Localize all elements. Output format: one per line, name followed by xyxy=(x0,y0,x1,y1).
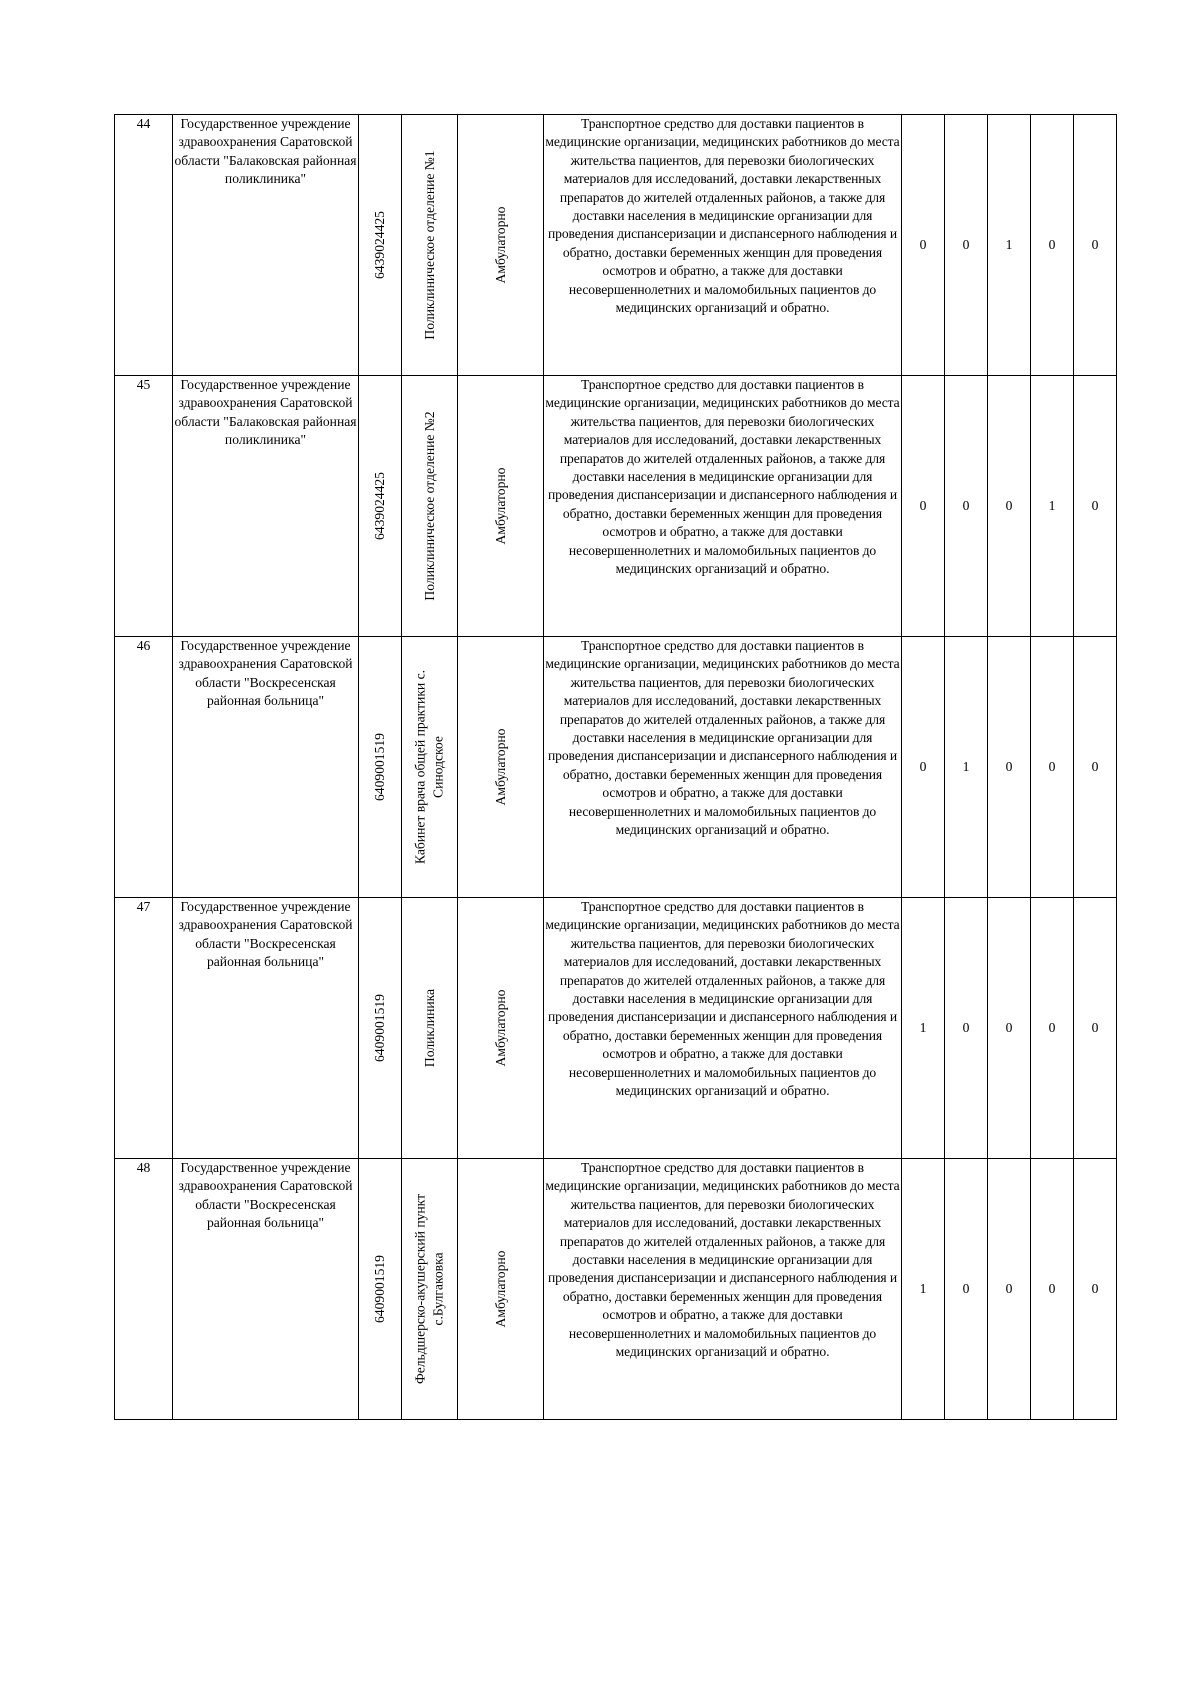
inn-cell xyxy=(359,376,402,637)
table-row xyxy=(115,1159,1117,1420)
care-type-cell xyxy=(458,898,544,1159)
value-cell-3: 0 xyxy=(988,376,1031,637)
inn: 6439024425 xyxy=(371,472,387,540)
value-cell-2: 0 xyxy=(945,898,988,1159)
value-cell-2: 0 xyxy=(945,115,988,376)
transport-description: Транспортное средство для доставки пациентов в медицинские организации, медицинских работников до места жительства пациентов, для перевозки биологических материалов для исследований, доставки лекарственных препаратов до жителей отдаленных районов, а также для доставки населения в медицинские организации для проведения диспансеризации и диспансерного наблюдения и обратно, доставки беременных женщин для проведения осмотров и обратно, а также для доставки несовершеннолетних и маломобильных пациентов до медицинских организаций и обратно. xyxy=(544,1159,902,1420)
value-cell-1: 1 xyxy=(902,1159,945,1420)
care-type-cell xyxy=(458,376,544,637)
inn-cell xyxy=(359,898,402,1159)
care-type-cell xyxy=(458,637,544,898)
organization-name: Государственное учреждение здравоохранения Саратовской области "Балаковская районная поликлиника" xyxy=(173,376,359,637)
inn-cell xyxy=(359,637,402,898)
unit-cell xyxy=(402,115,458,376)
value-cell-2: 0 xyxy=(945,376,988,637)
value-cell-4: 1 xyxy=(1031,376,1074,637)
transport-description: Транспортное средство для доставки пациентов в медицинские организации, медицинских работников до места жительства пациентов, для перевозки биологических материалов для исследований, доставки лекарственных препаратов до жителей отдаленных районов, а также для доставки населения в медицинские организации для проведения диспансеризации и диспансерного наблюдения и обратно, доставки беременных женщин для проведения осмотров и обратно, а также для доставки несовершеннолетних и маломобильных пациентов до медицинских организаций и обратно. xyxy=(544,376,902,637)
row-number: 47 xyxy=(115,898,173,1159)
inn: 6409001519 xyxy=(371,733,387,801)
row-number: 44 xyxy=(115,115,173,376)
table-row xyxy=(115,637,1117,898)
value-cell-2: 1 xyxy=(945,637,988,898)
table-row xyxy=(115,115,1117,376)
value-cell-5: 0 xyxy=(1074,115,1117,376)
care-type: Амбулаторно xyxy=(492,989,508,1067)
unit-cell xyxy=(402,1159,458,1420)
transport-description: Транспортное средство для доставки пациентов в медицинские организации, медицинских работников до места жительства пациентов, для перевозки биологических материалов для исследований, доставки лекарственных препаратов до жителей отдаленных районов, а также для доставки населения в медицинские организации для проведения диспансеризации и диспансерного наблюдения и обратно, доставки беременных женщин для проведения осмотров и обратно, а также для доставки несовершеннолетних и маломобильных пациентов до медицинских организаций и обратно. xyxy=(544,898,902,1159)
value-cell-5: 0 xyxy=(1074,1159,1117,1420)
care-type: Амбулаторно xyxy=(492,1250,508,1328)
value-cell-2: 0 xyxy=(945,1159,988,1420)
inn-cell xyxy=(359,115,402,376)
unit-name: Поликлиника xyxy=(421,988,437,1068)
unit-cell xyxy=(402,376,458,637)
organization-name: Государственное учреждение здравоохранения Саратовской области "Балаковская районная поликлиника" xyxy=(173,115,359,376)
unit-name: Поликлиническое отделение №1 xyxy=(421,150,437,340)
value-cell-4: 0 xyxy=(1031,898,1074,1159)
inn: 6439024425 xyxy=(371,211,387,279)
organization-name: Государственное учреждение здравоохранения Саратовской области "Воскресенская районная больница" xyxy=(173,637,359,898)
value-cell-1: 0 xyxy=(902,115,945,376)
value-cell-3: 0 xyxy=(988,1159,1031,1420)
value-cell-1: 0 xyxy=(902,376,945,637)
care-type-cell xyxy=(458,1159,544,1420)
row-number: 45 xyxy=(115,376,173,637)
transport-description: Транспортное средство для доставки пациентов в медицинские организации, медицинских работников до места жительства пациентов, для перевозки биологических материалов для исследований, доставки лекарственных препаратов до жителей отдаленных районов, а также для доставки населения в медицинские организации для проведения диспансеризации и диспансерного наблюдения и обратно, доставки беременных женщин для проведения осмотров и обратно, а также для доставки несовершеннолетних и маломобильных пациентов до медицинских организаций и обратно. xyxy=(544,115,902,376)
row-number: 48 xyxy=(115,1159,173,1420)
value-cell-4: 0 xyxy=(1031,637,1074,898)
inn-cell xyxy=(359,1159,402,1420)
unit-name: Кабинет врача общей практики с. Синодское xyxy=(412,669,446,865)
care-type: Амбулаторно xyxy=(492,728,508,806)
value-cell-3: 1 xyxy=(988,115,1031,376)
inn: 6409001519 xyxy=(371,1255,387,1323)
unit-name: Поликлиническое отделение №2 xyxy=(421,411,437,601)
value-cell-5: 0 xyxy=(1074,637,1117,898)
value-cell-3: 0 xyxy=(988,637,1031,898)
value-cell-4: 0 xyxy=(1031,115,1074,376)
unit-name: Фельдшерско-акушерский пункт с.Булгаковка xyxy=(412,1193,446,1385)
value-cell-3: 0 xyxy=(988,898,1031,1159)
unit-cell xyxy=(402,898,458,1159)
value-cell-1: 1 xyxy=(902,898,945,1159)
inn: 6409001519 xyxy=(371,994,387,1062)
value-cell-5: 0 xyxy=(1074,898,1117,1159)
transport-allocation-table xyxy=(114,114,1117,1420)
care-type-cell xyxy=(458,115,544,376)
unit-cell xyxy=(402,637,458,898)
care-type: Амбулаторно xyxy=(492,206,508,284)
value-cell-4: 0 xyxy=(1031,1159,1074,1420)
transport-description: Транспортное средство для доставки пациентов в медицинские организации, медицинских работников до места жительства пациентов, для перевозки биологических материалов для исследований, доставки лекарственных препаратов до жителей отдаленных районов, а также для доставки населения в медицинские организации для проведения диспансеризации и диспансерного наблюдения и обратно, доставки беременных женщин для проведения осмотров и обратно, а также для доставки несовершеннолетних и маломобильных пациентов до медицинских организаций и обратно. xyxy=(544,637,902,898)
value-cell-1: 0 xyxy=(902,637,945,898)
table-body xyxy=(115,115,1117,1420)
organization-name: Государственное учреждение здравоохранения Саратовской области "Воскресенская районная больница" xyxy=(173,898,359,1159)
table-row xyxy=(115,376,1117,637)
row-number: 46 xyxy=(115,637,173,898)
care-type: Амбулаторно xyxy=(492,467,508,545)
organization-name: Государственное учреждение здравоохранения Саратовской области "Воскресенская районная больница" xyxy=(173,1159,359,1420)
table-row xyxy=(115,898,1117,1159)
value-cell-5: 0 xyxy=(1074,376,1117,637)
